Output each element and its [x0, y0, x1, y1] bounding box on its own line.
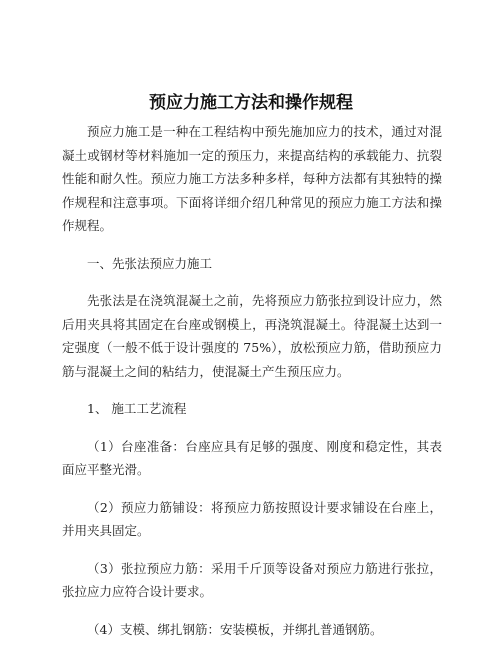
spacer	[62, 604, 442, 618]
spacer	[62, 421, 442, 435]
spacer	[62, 275, 442, 289]
spacer	[62, 238, 442, 252]
step-paragraph: （3）张拉预应力筋：采用千斤顶等设备对预应力筋进行张拉，张拉应力应符合设计要求。	[62, 560, 442, 599]
section-paragraph: 先张法是在浇筑混凝土之前，先将预应力筋张拉到设计应力，然后用夹具将其固定在台座或钢模上，再浇筑混凝土。待混凝土达到一定强度（一般不低于设计强度的 75%），放松预应力筋，借助预应力筋与混凝土之间的粘结力，使混凝土产生预压应力。	[62, 293, 442, 379]
spacer	[62, 482, 442, 496]
step-paragraph: （1）台座准备：台座应具有足够的强度、刚度和稳定性，其表面应平整光滑。	[62, 438, 442, 477]
step-paragraph: （4）支模、绑扎钢筋：安装模板，并绑扎普通钢筋。	[87, 621, 383, 637]
section-heading: 一、先张法预应力施工	[87, 255, 213, 271]
spacer	[62, 543, 442, 557]
subsection-heading: 1、 施工工艺流程	[87, 401, 187, 416]
intro-paragraph: 预应力施工是一种在工程结构中预先施加应力的技术，通过对混凝土或钢材等材料施加一定的预压力，来提高结构的承载能力、抗裂性能和耐久性。预应力施工方法多种多样，每种方法都有其独特的操作规程和注意事项。下面将详细介绍几种常见的预应力施工方法和操作规程。	[62, 124, 442, 233]
spacer	[62, 383, 442, 397]
document-title: 预应力施工方法和操作规程	[149, 93, 353, 113]
document-body	[62, 120, 442, 641]
step-paragraph: （2）预应力筋铺设：将预应力筋按照设计要求铺设在台座上，并用夹具固定。	[62, 499, 442, 538]
